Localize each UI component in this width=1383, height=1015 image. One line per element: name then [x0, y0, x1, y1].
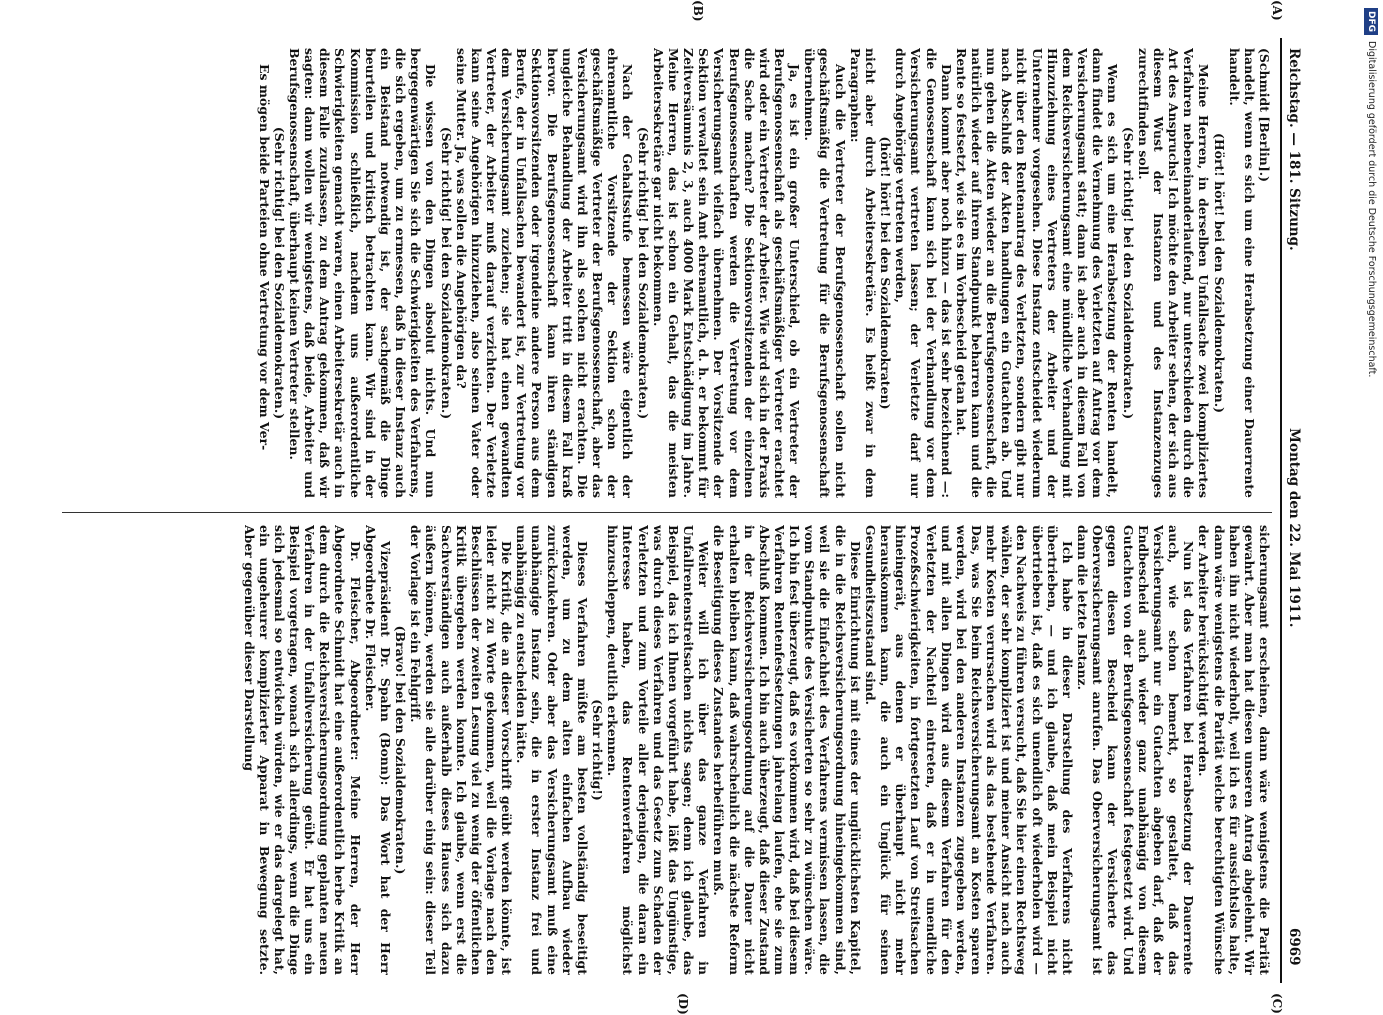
page-number: 6969: [1286, 928, 1302, 966]
interjection: (Sehr richtig!): [590, 699, 606, 801]
column-divider: [62, 512, 1272, 513]
dfg-credit-line: [1364, 8, 1378, 993]
paragraph: handelt, wenn es sich um eine Herabsetzung einer Dauerrente handelt.: [1226, 48, 1257, 498]
running-header: [1280, 38, 1310, 983]
interjection: (Sehr richtig! bei den Sozialdemokraten.): [1120, 126, 1136, 420]
paragraph: Dann kommt aber noch hinzu — das ist sehr bezeichnend —: die Genossenschaft kann sich bei der Verhandlung vor dem Versicherungsamt vertreten lassen; der Verletzte darf nur durch Angehörige vertreten werden,: [893, 48, 954, 498]
quotation: Auch die Vertreter der Berufsgenossenschaft sollen nicht geschäftsmäßig die Vertretung für die Berufsgenossenschaft übernehmen.: [802, 48, 848, 498]
paragraph: Dr. Fleischer, Abgeordneter: Meine Herren, der Herr Abgeordnete Schmidt hat eine außerordentlich herbe Kritik an dem durch die Reichsversicherungsordnung geplanten neuen Verfahren in der Unfallversicherung geübt. Er hat uns ein Beispiel vorgetragen, wonach sich allerdings, wenn die Dinge sich jedesmal so entwickeln würden, wie er das dargelegt hat, ein ungeheurer komplizierter Apparat in Bewegung setzte. Aber gegenüber dieser Darstellung: [241, 525, 363, 975]
header-rule: [1280, 38, 1282, 983]
margin-marker-c: (C): [1270, 993, 1284, 1014]
paragraph: Meine Herren, in derselben Unfallsache zwei kompliziertes Verfahren nebeneinanderlaufend, nur unterschieden durch die Art des Anspruchs! Ich möchte den Arbeiter sehen, der sich aus diesem Wust der Instanzen und des Instanzenzuges zurechtfinden soll.: [1135, 48, 1212, 498]
interjection: (Sehr richtig! bei den Sozialdemokraten.): [635, 126, 651, 420]
paragraph: Die wissen von den Dingen absolut nichts. Und nun bergegenwärtigen Sie sich die Schwierigkeiten des Verfahrens, die sich ergeben, um zu ermessen, daß in dieser Instanz auch ein Beistand notwendig ist, der sachgemäß die Dinge beurteilen und kritisch betrachten kann. Wir sind in der Kommission schließlich, nachdem uns außerordentliche Schwierigkeiten gemacht waren, einen Arbeitersekretär auch in diesem Falle zuzulassen, zu dem Antrag gekommen, daß wir sagten: dann wollen wir wenigstens, daß beide, Arbeiter und Berufsgenossenschaft, überhaupt keinen Vertreter stellen.: [287, 48, 439, 498]
paragraph: Nach der Gehaltsstufe bemessen wäre eigentlich der ehrenamtliche Vorsitzende der Sektion schon der geschäftsmäßige Vertreter der Berufsgenossenschaft, aber das Versicherungsamt wird ihn als solchen nicht erachten. Die ungleiche Behandlung der Arbeiter tritt in diesem Fall kraß hervor. Die Berufsgenossenschaft kann ihren ständigen Sektionsvorsitzenden oder irgendeine andere Person aus dem Berufe, der in Unfallsachen bewandert ist, zur Vertretung vor dem Versicherungsamt zuziehen; sie hat einen gewandten Vertreter, der Arbeiter muß darauf verzichten. Der Verletzte kann seine Angehörigen hinzuziehen, also seinen Vater oder seine Mutter. Ja, was sollen die Angehörigen da?: [453, 48, 636, 498]
credit-text: Digitalisierung gefördert durch die Deutsche Forschungsgemeinschaft.: [1366, 41, 1377, 378]
paragraph: Dieses Verfahren müßte am besten vollständig beseitigt werden, um zu dem alten einfachen Aufbau wieder zurückzukehren. Oder aber das Versicherungsamt muß eine unabhängige Instanz sein, die in erster Instanz frei und unabhängig zu entscheiden hätte.: [514, 525, 590, 975]
header-date: Montag den 22. Mai 1911.: [1286, 428, 1302, 628]
right-text-column: [62, 525, 1272, 975]
interjection: (Hört! hört! bei den Sozialdemokraten.): [1211, 132, 1227, 414]
interjection: (Sehr richtig! bei den Sozialdemokraten.): [438, 126, 454, 420]
paragraph: Nun ist das Verfahren bei Herabsetzung der Dauerrente auch, wie schon bemerkt, so gestaltet, daß das Versicherungsamt nur ein Gutachten abgeben darf, daß der Endbescheid auch wieder ganz unabhängig von diesem Gutachten von der Berufsgenossenschaft festgesetzt wird. Und gegen diesen Bescheid kann der Versicherte das Oberversicherungsamt anrufen. Das Oberversicherungsamt ist dann die letzte Instanz.: [1075, 525, 1197, 975]
header-left: Reichstag. — 181. Sitzung.: [1286, 48, 1302, 251]
paragraph: Ja, es ist ein großer Unterschied, ob ein Vertreter der Berufsgenossenschaft als geschäftsmäßiger Vertreter erachtet wird oder ein Vertreter der Arbeiter. Wie wird sich in der Praxis die Sache machen? Die Sektionsvorsitzenden der einzelnen Berufsgenossenschaften werden die Vertretung vor dem Versicherungsamt vielfach übernehmen. Der Vorsitzende der Sektion verwaltet sein Amt ehrenamtlich, d. h. er bekommt für Zeitversäumnis 2, 3, auch 4000 Mark Entschädigung im Jahre. Meine Herren, das ist schon ein Gehalt, das die meisten Arbeitersekretäre gar nicht bekommen.: [650, 48, 803, 498]
speaker-line: Vizepräsident Dr. Spahn (Bonn): Das Wort hat der Herr Abgeordnete Dr. Fleischer.: [362, 525, 393, 975]
paragraph: nicht aber durch Arbeitersekretäre. Es heißt zwar in dem Paragraphen:: [847, 48, 878, 498]
paragraph: Diese Einrichtung ist mit eines der unglücklichsten Kapitel, die in die Reichsversicherungsordnung hineingekommen sind, weil sie die Einfachheit des Verfahrens vermissen lassen, die vom Standpunkte des Versicherten so sehr zu wünschen wäre. Ich bin fest überzeugt, daß es vorkommen wird, daß bei diesem Verfahren Rentenfestsetzungen jahrelang laufen, ehe sie zum Abschluß kommen. Ich bin auch überzeugt, daß dieser Zustand in der Reichsversicherungsordnung auf die Dauer nicht erhalten bleiben kann, daß wahrscheinlich die nächste Reform die Beseitigung dieses Zustandes herbeiführen muß.: [711, 525, 863, 975]
speaker-tag: (Schmidt [Berlin].): [1257, 48, 1272, 183]
interjection: (Bravo! bei den Sozialdemokraten.): [393, 625, 409, 875]
paragraph: Weiter will ich über das ganze Verfahren in Unfallrentenstreitsachen nichts sagen; denn ich glaube, das Beispiel, das ich Ihnen vorgeführt habe, läßt das Ungünstige, was durch dieses Verfahren und das Gesetz zum Schaden der Verletzten und zum Vorteile aller derjenigen, die daran ein Interesse haben, das Rentenverfahren möglichst hinzuschleppen, deutlich erkennen.: [605, 525, 712, 975]
paragraph: Wenn es sich um eine Herabsetzung der Renten handelt, dann findet die Vernehmung des Verletzten auf Antrag vor dem Versicherungsamt statt; dann ist aber auch in diesem Fall von dem Reichsversicherungsamt eine mündliche Verhandlung mit Hinzuziehung eines Vertreters der Arbeiter und der Unternehmer vorgesehen. Diese Instanz entscheidet wiederum nicht über den Rentenantrag des Verletzten, sondern gibt nur nach Abschluß der Akten handlungen ein Gutachten ab. Und nun gehen die Akten wieder an die Berufsgenossenschaft, die natürlich wieder auf ihrem Standpunkt beharren kann und die Rente so festsetzt, wie sie es im Vorbescheid getan hat.: [953, 48, 1121, 498]
dfg-logo: DFG: [1364, 8, 1378, 35]
interjection: (Sehr richtig! bei den Sozialdemokraten.): [271, 126, 287, 420]
rotated-page-content: [55, 0, 1310, 1015]
margin-marker-a: (A): [1270, 0, 1284, 21]
margin-marker-b: (B): [691, 0, 705, 22]
left-text-column: [62, 48, 1272, 498]
paragraph: Es mögen beide Parteien ohne Vertretung vor dem Ver-: [256, 64, 272, 451]
margin-marker-d: (D): [676, 993, 690, 1015]
interjection: (hört! hört! bei den Sozialdemokraten): [878, 136, 894, 410]
paragraph: Ich habe in dieser Darstellung des Verfahrens nicht übertrieben, — und ich glaube, daß mein Beispiel nicht übertrieben ist, daß es sich unendlich oft wiederholen wird — den Nachweis zu führen versucht, daß Sie hier einen Rechtsweg wählen, der sehr kompliziert ist und meiner Ansicht nach auch mehr Kosten verursachen wird als das bestehende Verfahren. Das, was Sie beim Reichsversicherungsamt an Kosten sparen werden, wird bei den anderen Instanzen zugegeben werden, und mit allen Dingen wird aus diesem Verfahren für den Verletzten der Nachteil eintreten, daß er in unendliche Prozeßschwierigkeiten, in fortgesetzten Lauf von Streitsachen hineingerät, aus denen er überhaupt nicht mehr herauskommen kann, die auch ein Unglück für seinen Gesundheitszustand sind.: [862, 525, 1075, 975]
paragraph: sicherungsamt erscheinen, dann wäre wenigstens die Parität gewahrt. Aber man hat diesen unseren Antrag abgelehnt. Wir haben ihn nicht wiederholt, weil ich es für aussichtslos halte, dann wäre wenigstens die Parität welche berechtigten Wünsche der Arbeiter berücksichtigt werden.: [1196, 525, 1272, 975]
paragraph: Die Kritik, die an dieser Vorschrift geübt werden könnte, ist leider nicht zu Worte gekommen, weil die Vorlage nach den Beschlüssen der zweiten Lesung viel zu wenig der öffentlichen Kritik übergeben werden konnte. Ich glaube, wenn erst die Sachverständigen auch außerhalb dieses Hauses sich dazu äußern können, werden sie alle darüber einig sein: dieser Teil der Vorlage ist ein Fehlgriff.: [408, 525, 515, 975]
